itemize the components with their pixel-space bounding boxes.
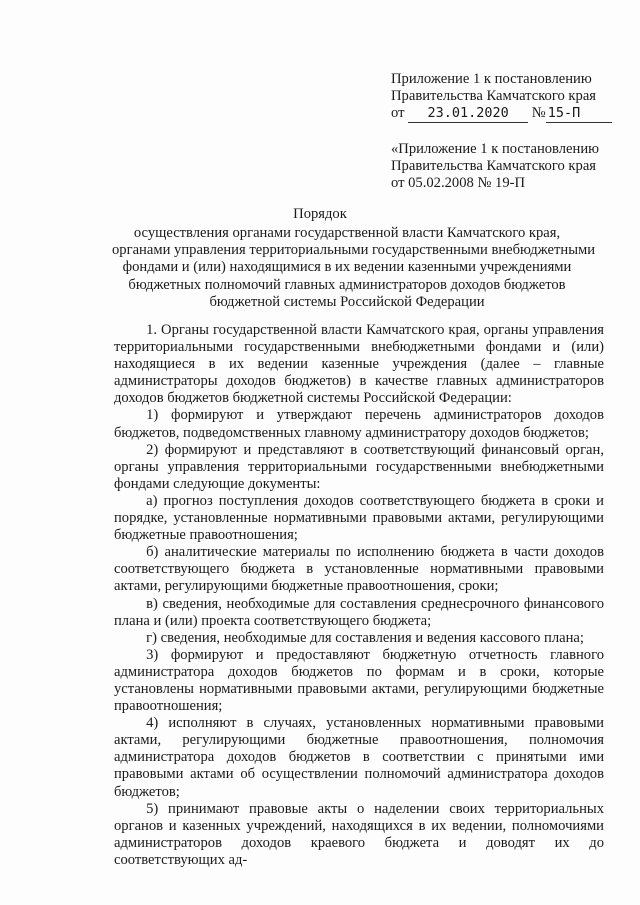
paragraph-1-2-v: в) сведения, необходимые для составления среднесрочного финансового плана и (или) проекта соответствующего бюджета; — [114, 595, 604, 629]
subtitle-line: органами управления территориальными государственными внебюджетными — [112, 242, 596, 259]
subtitle-line: бюджетной системы Российской Федерации — [209, 293, 485, 310]
from-label: от — [391, 105, 405, 121]
resolution-number: 15-П — [546, 105, 612, 123]
original-appendix-line-3: от 05.02.2008 № 19-П — [391, 175, 526, 191]
paragraph-1-2: 2) формируют и представляют в соответствующий финансовый орган, органы управления территориальными государственными внебюджетными фондами следующие документы: — [114, 441, 604, 492]
original-appendix-line-1: «Приложение 1 к постановлению — [391, 141, 600, 157]
appendix-header — [391, 71, 612, 123]
original-appendix-header — [391, 141, 599, 192]
original-appendix-line-2: Правительства Камчатского края — [391, 158, 597, 174]
paragraph-1-5: 5) принимают правовые акты о наделении своих территориальных органов и казенных учреждений, находящихся в их ведении, полномочиями администраторов доходов краевого бюджета и доводят их до соответствующих ад- — [114, 800, 604, 868]
paragraph-1-3: 3) формируют и предоставляют бюджетную отчетность главного администратора доходов бюджетов по формам и в сроки, которые установлены нормативными правовыми актами, регулирующими бюджетные правоотношения; — [114, 646, 604, 715]
paragraph-1-2-b: б) аналитические материалы по исполнению бюджета в части доходов соответствующего бюджета в установленные нормативными правовыми актами, регулирующими бюджетные правоотношения, сроки; — [114, 544, 604, 595]
document-subtitle — [112, 225, 596, 311]
appendix-date-line — [391, 105, 612, 123]
appendix-line-1: Приложение 1 к постановлению — [391, 71, 592, 87]
paragraph-1-2-a: а) прогноз поступления доходов соответствующего бюджета в сроки и порядке, установленные нормативными правовыми актами, регулирующими бюджетные правоотношения; — [114, 492, 604, 544]
paragraph-1-2-g: г) сведения, необходимые для составления и ведения кассового плана; — [146, 629, 584, 646]
resolution-date: 23.01.2020 — [408, 105, 528, 123]
subtitle-line: бюджетных полномочий главных администраторов доходов бюджетов — [128, 276, 566, 293]
document-title: Порядок — [293, 206, 347, 222]
document-body — [114, 322, 604, 869]
paragraph-1-1: 1) формируют и утверждают перечень администраторов доходов бюджетов, подведомственных главному администратору доходов бюджетов; — [114, 407, 604, 441]
paragraph-1-4: 4) исполняют в случаях, установленных нормативными правовыми актами, регулирующими бюджетные правоотношения, полномочия администратора доходов бюджетов в соответствии с принятыми ими правовыми актами об осуществлении полномочий администратора доходов бюджетов; — [114, 715, 604, 800]
paragraph-1: 1. Органы государственной власти Камчатского края, органы управления территориальными государственными внебюджетными фондами и (или) находящиеся в их ведении казенные учреждения (далее – главные администраторы доходов бюджетов) в качестве главных администраторов доходов бюджетов бюджетной системы Российской Федерации: — [114, 322, 604, 407]
appendix-line-2: Правительства Камчатского края — [391, 88, 597, 104]
number-label: № — [531, 105, 546, 121]
subtitle-line: осуществления органами государственной власти Камчатского края, — [133, 225, 561, 241]
subtitle-line: фондами и (или) находящимися в их ведении казенными учреждениями — [122, 259, 572, 276]
